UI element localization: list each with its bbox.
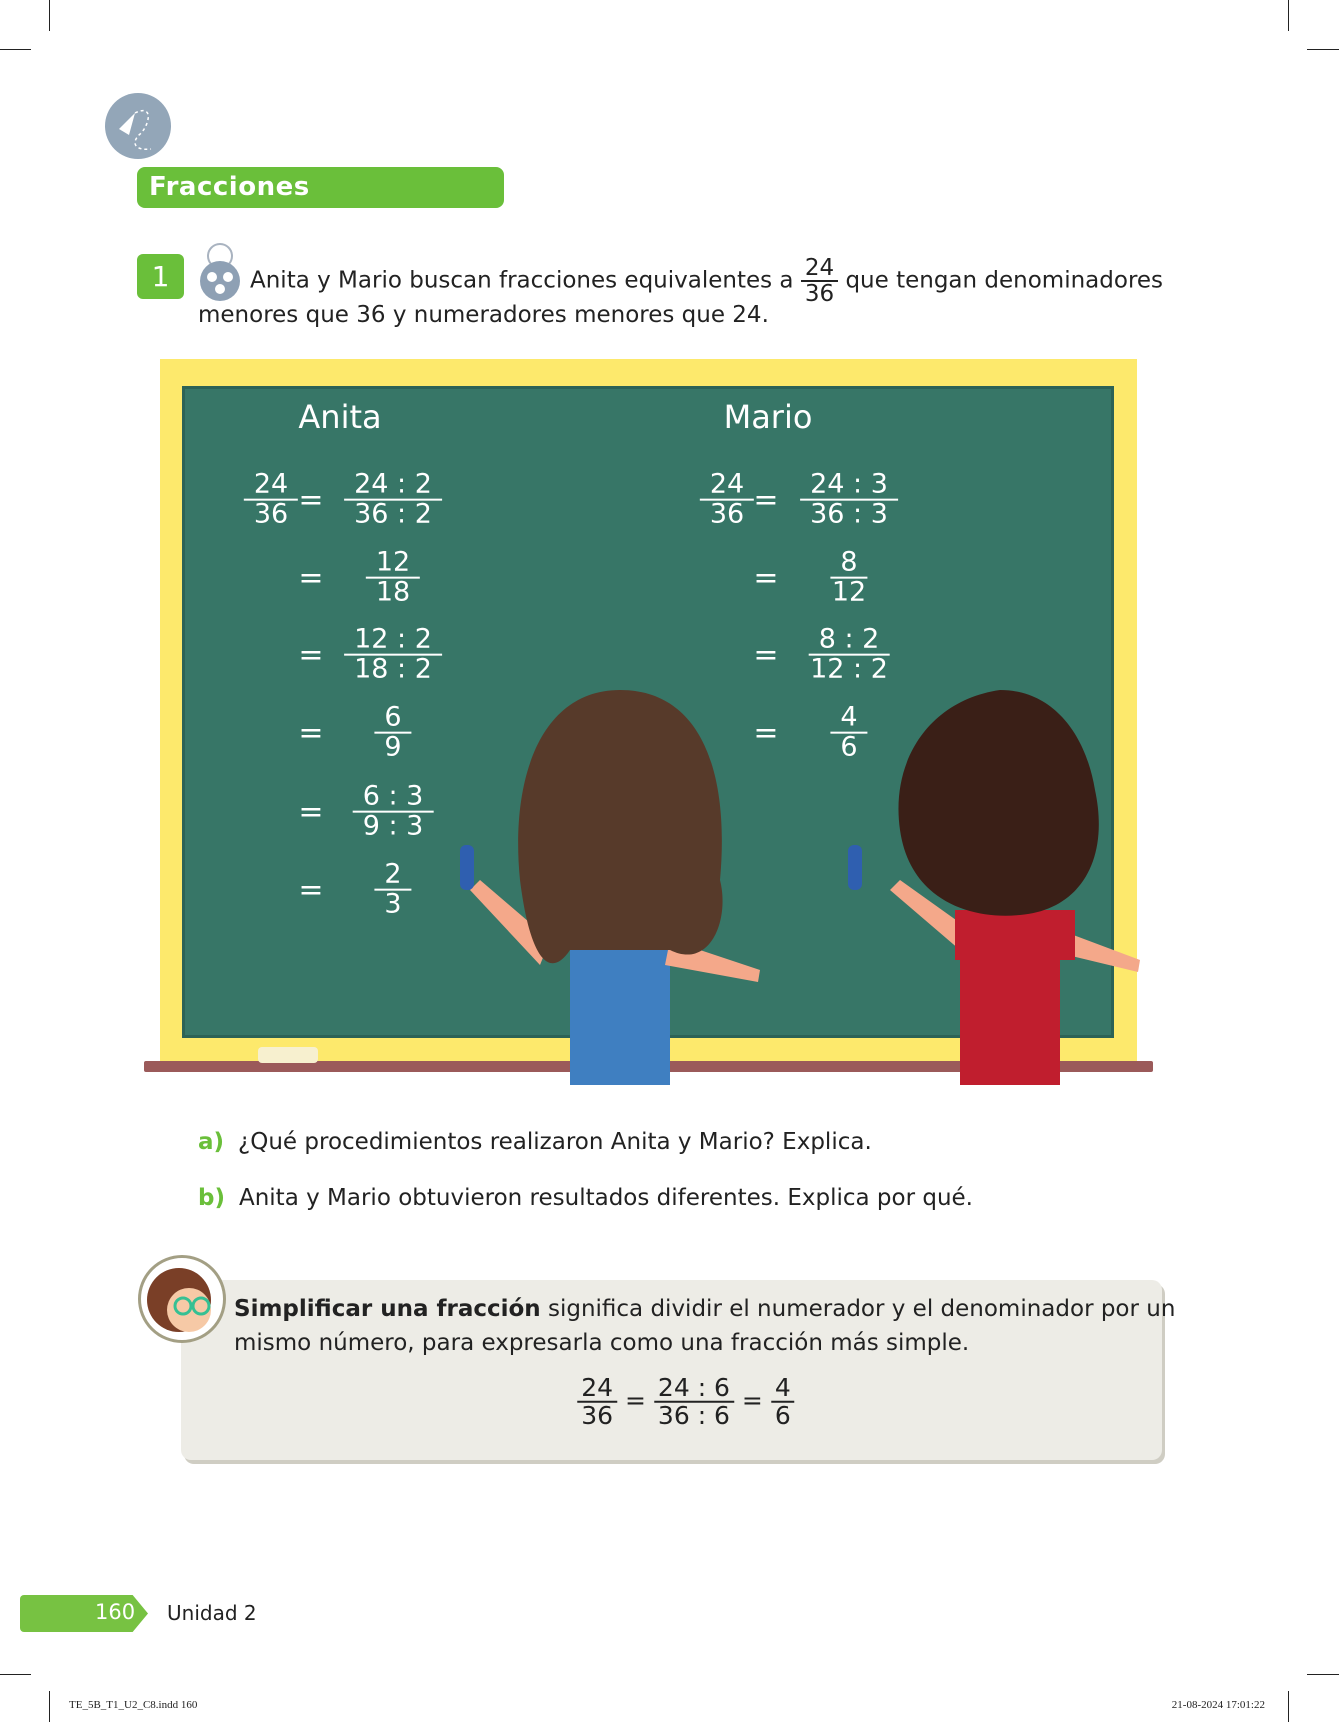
numerator: 8 : 2 — [809, 626, 890, 656]
numerator: 4 — [830, 704, 867, 734]
equals-sign: = — [753, 482, 779, 518]
numerator: 2 — [374, 861, 411, 891]
equals-sign: = — [298, 872, 324, 908]
activity-number: 1 — [137, 254, 184, 299]
denominator: 12 — [831, 577, 867, 608]
file-slug: TE_5B_T1_U2_C8.indd 160 — [69, 1699, 198, 1711]
denominator: 36 — [804, 281, 835, 308]
mario-illustration — [820, 680, 1150, 1085]
kite-path-icon — [105, 93, 171, 159]
question-label: a) — [198, 1129, 225, 1155]
group-work-icon — [196, 243, 244, 301]
mario-step-fraction — [800, 468, 898, 530]
mario-step-fraction — [809, 623, 890, 685]
numerator: 12 — [366, 549, 420, 579]
anita-step-fraction — [374, 701, 411, 763]
anita-step-fraction — [353, 780, 434, 842]
anita-step-fraction — [366, 546, 420, 608]
activity-text-end: que tengan denominadores — [845, 267, 1164, 294]
activity-text-line2: menores que 36 y numeradores menores que 24. — [198, 302, 769, 328]
section-title: Fracciones irreductibles — [137, 167, 504, 208]
denominator: 36 — [709, 499, 745, 530]
anita-illustration — [440, 680, 780, 1085]
equals-sign: = — [298, 794, 324, 830]
definition-text-rest: significa dividir el numerador y el denominador por un — [540, 1296, 1176, 1322]
denominator: 12 : 2 — [810, 654, 888, 685]
denominator: 36 — [253, 499, 289, 530]
definition-text — [234, 1296, 1175, 1322]
denominator: 36 : 2 — [354, 499, 432, 530]
denominator: 6 — [840, 732, 858, 763]
definition-formula — [577, 1372, 794, 1430]
activity-fraction — [801, 256, 838, 306]
activity-text — [250, 256, 1163, 306]
numerator: 24 — [801, 256, 838, 282]
numerator: 24 : 3 — [800, 471, 898, 501]
eraser — [258, 1047, 318, 1063]
mario-step-fraction — [830, 546, 867, 608]
numerator: 24 : 6 — [654, 1375, 734, 1403]
question-b — [198, 1185, 973, 1211]
denominator: 18 : 2 — [354, 654, 432, 685]
anita-step-fraction — [374, 858, 411, 920]
unit-label: Unidad 2 — [167, 1601, 257, 1625]
page-number: 160 — [95, 1600, 136, 1624]
denominator: 36 : 6 — [657, 1401, 730, 1430]
question-text: Anita y Mario obtuvieron resultados diferentes. Explica por qué. — [238, 1185, 973, 1211]
anita-start-fraction — [244, 468, 298, 530]
numerator: 8 — [830, 549, 867, 579]
equals-sign: = — [298, 560, 324, 596]
denominator: 6 — [774, 1401, 791, 1430]
numerator: 12 : 2 — [344, 626, 442, 656]
numerator: 6 : 3 — [353, 783, 434, 813]
numerator: 4 — [771, 1375, 795, 1403]
denominator: 36 — [581, 1401, 614, 1430]
equals-sign: = — [753, 560, 779, 596]
mario-heading: Mario — [723, 398, 813, 436]
equals-sign: = — [753, 715, 779, 751]
equals-sign: = — [298, 637, 324, 673]
numerator: 6 — [374, 704, 411, 734]
denominator: 9 — [384, 732, 402, 763]
denominator: 18 — [375, 577, 411, 608]
numerator: 24 — [700, 471, 754, 501]
denominator: 3 — [384, 889, 402, 920]
definition-text-line2: mismo número, para expresarla como una fracción más simple. — [234, 1330, 970, 1356]
definition-term: Simplificar una fracción — [234, 1296, 541, 1322]
numerator: 24 : 2 — [344, 471, 442, 501]
activity-text-start: Anita y Mario buscan fracciones equivalentes a — [250, 267, 794, 294]
teacher-avatar — [138, 1255, 226, 1343]
equals-sign: = — [741, 1386, 763, 1415]
equals-sign: = — [298, 715, 324, 751]
numerator: 24 — [244, 471, 298, 501]
equals-sign: = — [753, 637, 779, 673]
print-date: 21-08-2024 17:01:22 — [1171, 1699, 1265, 1711]
anita-step-fraction — [344, 468, 442, 530]
equals-sign: = — [298, 482, 324, 518]
mario-start-fraction — [700, 468, 754, 530]
denominator: 36 : 3 — [810, 499, 888, 530]
anita-heading: Anita — [298, 398, 382, 436]
question-a — [198, 1129, 872, 1155]
anita-step-fraction — [344, 623, 442, 685]
denominator: 9 : 3 — [362, 811, 424, 842]
numerator: 24 — [577, 1375, 617, 1403]
question-label: b) — [198, 1185, 225, 1211]
question-text: ¿Qué procedimientos realizaron Anita y Mario? Explica. — [238, 1129, 872, 1155]
equals-sign: = — [625, 1386, 646, 1415]
